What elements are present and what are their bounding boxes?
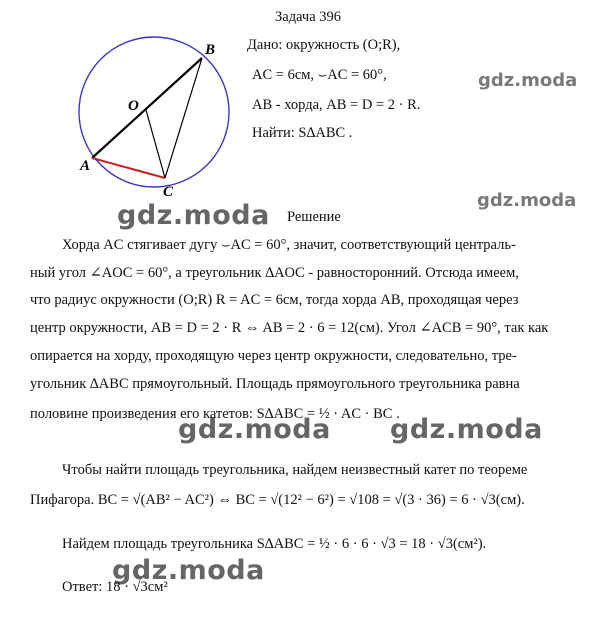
given-line-4: Найти: S∆ABC . — [252, 125, 353, 141]
watermark: gdz.moda — [390, 414, 543, 445]
diameter-ab — [92, 58, 202, 158]
radius-oc — [146, 110, 165, 178]
given-line-1: Дано: окружность (O;R), — [247, 37, 401, 53]
solution-heading: Решение — [287, 209, 341, 225]
circle — [79, 37, 229, 187]
given-line-3: AB - хорда, AB = D = 2 · R. — [252, 97, 421, 113]
watermark: gdz.moda — [478, 70, 578, 91]
chord-ac — [92, 158, 165, 178]
solution-line: Хорда AC стягивает дугу ⌣AC = 60°, значит, соответствующий централь- — [62, 237, 516, 253]
task-title: Задача 396 — [275, 9, 342, 25]
solution-line: опирается на хорду, проходящую через центр окружности, следовательно, тре- — [30, 348, 517, 364]
label-b: B — [205, 42, 216, 58]
solution-line: Найдем площадь треугольника S∆ABC = ½ · 6 · 6 · √3 = 18 · √3(см²). — [62, 536, 487, 552]
watermark: gdz.moda — [112, 555, 265, 586]
solution-line: ный угол ∠AOC = 60°, а треугольник ∆AOC - равносторонний. Отсюда имеем, — [30, 265, 519, 281]
solution-line: угольник ∆ABC прямоугольный. Площадь прямоугольного треугольника равна — [30, 376, 520, 392]
label-a: A — [80, 158, 91, 174]
circle-figure — [62, 30, 252, 205]
watermark: gdz.moda — [117, 200, 270, 231]
answer-line: Ответ: 18 · √3см² — [62, 579, 168, 595]
watermark: gdz.moda — [178, 414, 331, 445]
solution-line: половине произведения его катетов: S∆ABC = ½ · AC · BC . — [30, 406, 400, 422]
watermark: gdz.moda — [477, 190, 577, 211]
label-c: C — [163, 184, 174, 200]
solution-line: Пифагора. BC = √(AB² − AC²) ⇔ BC = √(12² − 6²) = √108 = √(3 · 36) = 6 · √3(см). — [30, 492, 525, 508]
label-o: O — [128, 98, 139, 114]
solution-line: Чтобы найти площадь треугольника, найдем неизвестный катет по теореме — [62, 462, 528, 478]
solution-line: центр окружности, AB = D = 2 · R ⇔ AB = 2 · 6 = 12(см). Угол ∠ACB = 90°, так как — [30, 320, 549, 336]
given-line-2: AC = 6см, ⌣AC = 60°, — [252, 67, 387, 83]
solution-line: что радиус окружности (O;R) R = AC = 6см, тогда хорда AB, проходящая через — [30, 292, 519, 308]
